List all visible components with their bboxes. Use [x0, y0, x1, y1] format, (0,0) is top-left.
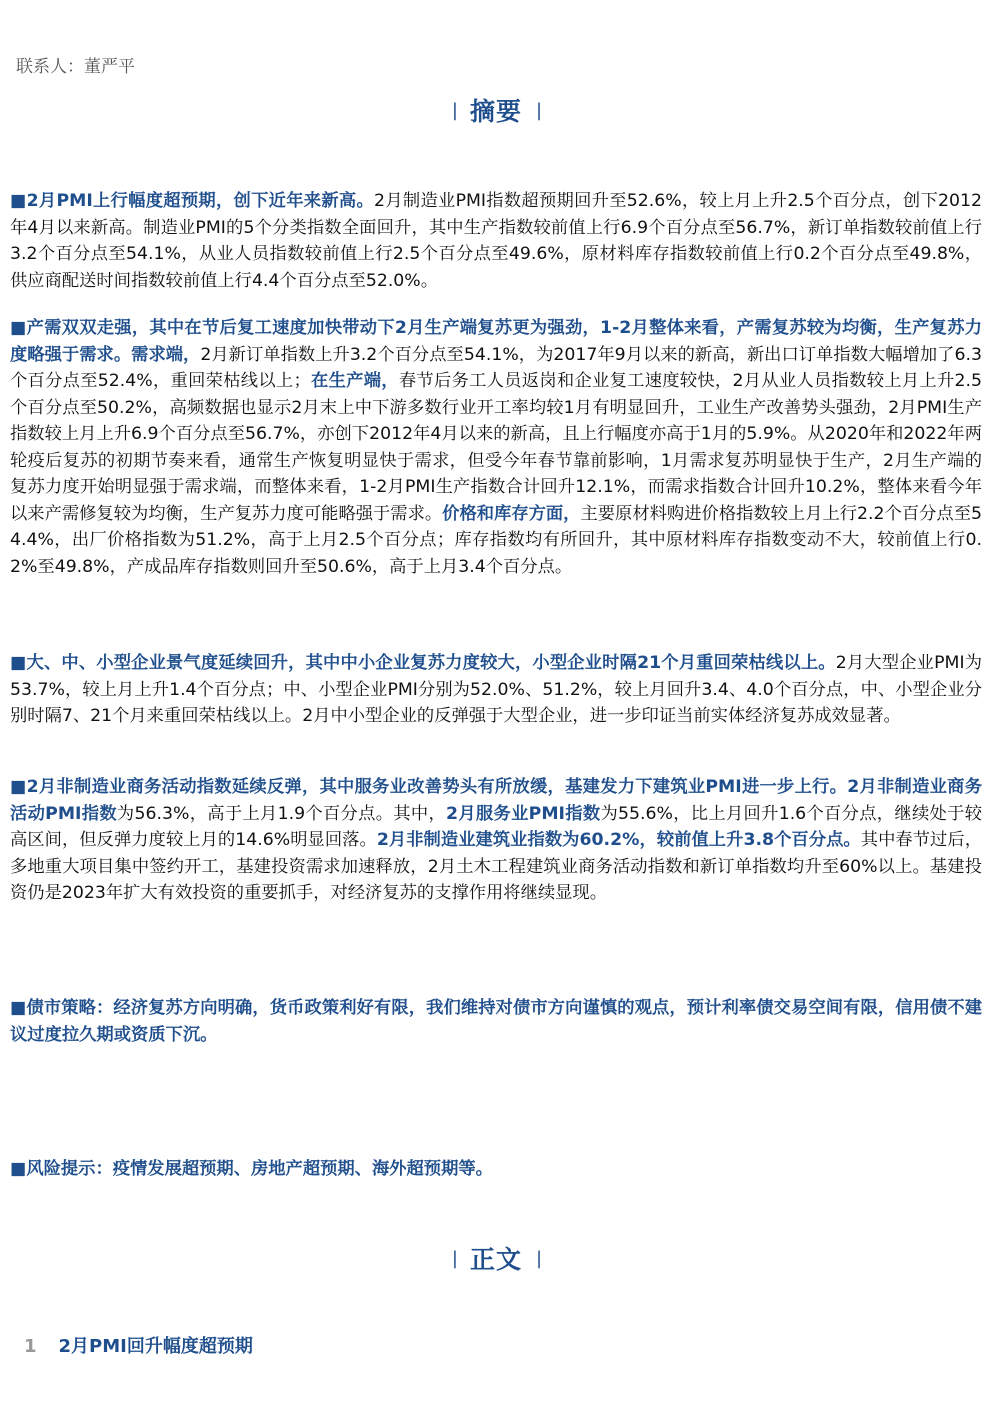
paragraph-text: 主要原材料购进价格指数较上月上行2.2个百分点至54.4%，出厂价格指数为51.2%，高于上月2.5个百分点；库存指数均有所回升，其中原材料库存指数变动不大，较前值上行0.2%至49.8%，产成品库存指数则回升至50.6%，高于上月3.4个百分点。 [10, 503, 982, 577]
body-title: 正文 [469, 1245, 522, 1274]
body-header [0, 1240, 992, 1276]
section-title: 2月PMI回升幅度超预期 [58, 1336, 253, 1357]
keyword-services-pmi: 2月服务业PMI指数 [446, 803, 601, 824]
summary-paragraph-risk [10, 1156, 982, 1183]
summary-paragraph-bond-strategy [10, 995, 982, 1048]
bullet-square: ■ [10, 653, 27, 673]
paragraph-body: 2月大型企业PMI为53.7%，较上月上升1.4个百分点；中、小型企业PMI分别为52.0%、51.2%，较上月回升3.4、4.0个百分点，中、小型企业分别时隔7、21个月来重回荣枯线以上。2月中小型企业的反弹强于大型企业，进一步印证当前实体经济复苏成效显著。 [10, 653, 982, 726]
header-left-bar: | [451, 1248, 456, 1269]
paragraph-text: 2月新订单指数上升3.2个百分点至54.1%，为2017年9月以来的新高，新出口订单指数大幅增加了6.3个百分点至52.4%，重回荣枯线以上； [10, 344, 982, 391]
bullet-square: ■ [10, 998, 27, 1018]
summary-header [0, 92, 992, 128]
paragraph-lead: 债市策略：经济复苏方向明确，货币政策利好有限，我们维持对债市方向谨慎的观点，预计利率债交易空间有限，信用债不建议过度拉久期或资质下沉。 [10, 998, 983, 1045]
bullet-square: ■ [10, 1159, 27, 1179]
keyword-non-manufacturing-pmi: 2月非制造业商务活动PMI指数 [10, 777, 982, 824]
paragraph-lead: 大、中、小型企业景气度延续回升，其中中小企业复苏力度较大，小型企业时隔21个月重回荣枯线以上。 [26, 653, 836, 673]
section-heading-1 [24, 1332, 253, 1358]
summary-paragraph-non-manufacturing [10, 774, 982, 907]
paragraph-text: 其中春节过后，多地重大项目集中签约开工，基建投资需求加速释放，2月土木工程建筑业商务活动指数和新订单指数均升至60%以上。基建投资仍是2023年扩大有效投资的重要抓手，对经济复苏的支撑作用将继续显现。 [10, 830, 982, 903]
summary-paragraph-supply-demand [10, 315, 982, 580]
summary-paragraph-pmi [10, 188, 982, 294]
paragraph-body: 2月制造业PMI指数超预期回升至52.6%，较上月上升2.5个百分点，创下2012年4月以来新高。制造业PMI的5个分类指数全面回升，其中生产指数较前值上行6.9个百分点至56.7%，新订单指数较前值上行3.2个百分点至54.1%，从业人员指数较前值上行2.5个百分点至49.6%，原材料库存指数较前值上行0.2个百分点至49.8%，供应商配送时间指数较前值上行4.4个百分点至52.0%。 [10, 191, 982, 291]
paragraph-lead: 2月PMI上行幅度超预期，创下近年来新高。 [26, 191, 375, 211]
header-right-bar: | [536, 100, 541, 121]
summary-title: 摘要 [469, 97, 522, 126]
keyword-price-inventory: 价格和库存方面， [442, 503, 581, 524]
paragraph-text: 春节后务工人员返岗和企业复工速度较快，2月从业人员指数较上月上升2.5个百分点至50.2%，高频数据也显示2月末上中下游多数行业开工率均较1月有明显回升，工业生产改善势头强劲，2月PMI生产指数较上月上升6.9个百分点至56.7%，亦创下2012年4月以来的新高，且上行幅度亦高于1月的5.9%。从2020年和2022年两轮疫后复苏的初期节奏来看，通常生产恢复明显快于需求，但受今年春节靠前影响，1月需求复苏明显快于生产，2月生产端的复苏力度开始明显强于需求端，而整体来看，1-2月PMI生产指数合计回升12.1%，而需求指数合计回升10.2%，整体来看今年以来产需修复较为均衡，生产复苏力度可能略强于需求。 [10, 371, 982, 524]
keyword-production: 在生产端， [310, 371, 399, 391]
keyword-demand: 需求端， [131, 344, 201, 365]
paragraph-text: 为56.3%，高于上月1.9个百分点。其中， [116, 803, 447, 824]
keyword-construction-pmi: 2月非制造业建筑业指数为60.2%，较前值上升3.8个百分点。 [376, 830, 861, 850]
summary-paragraph-enterprise-size [10, 650, 982, 730]
bullet-square: ■ [10, 191, 27, 211]
paragraph-lead: 风险提示：疫情发展超预期、房地产超预期、海外超预期等。 [26, 1159, 493, 1179]
paragraph-lead: 2月非制造业商务活动指数延续反弹，其中服务业改善势头有所放缓，基建发力下建筑业PMI进一步上行。 [26, 777, 848, 797]
header-right-bar: | [536, 1248, 541, 1269]
section-number: 1 [24, 1336, 37, 1357]
paragraph-text: 为55.6%，比上月回升1.6个百分点，继续处于较高区间，但反弹力度较上月的14.6%明显回落。 [10, 803, 982, 850]
paragraph-lead: 产需双双走强，其中在节后复工速度加快带动下2月生产端复苏更为强劲，1-2月整体来看，产需复苏较为均衡，生产复苏力度略强于需求。 [10, 318, 983, 365]
contact-person: 联系人：董严平 [16, 57, 135, 77]
bullet-square: ■ [10, 777, 27, 797]
header-left-bar: | [451, 100, 456, 121]
bullet-square: ■ [10, 318, 27, 338]
